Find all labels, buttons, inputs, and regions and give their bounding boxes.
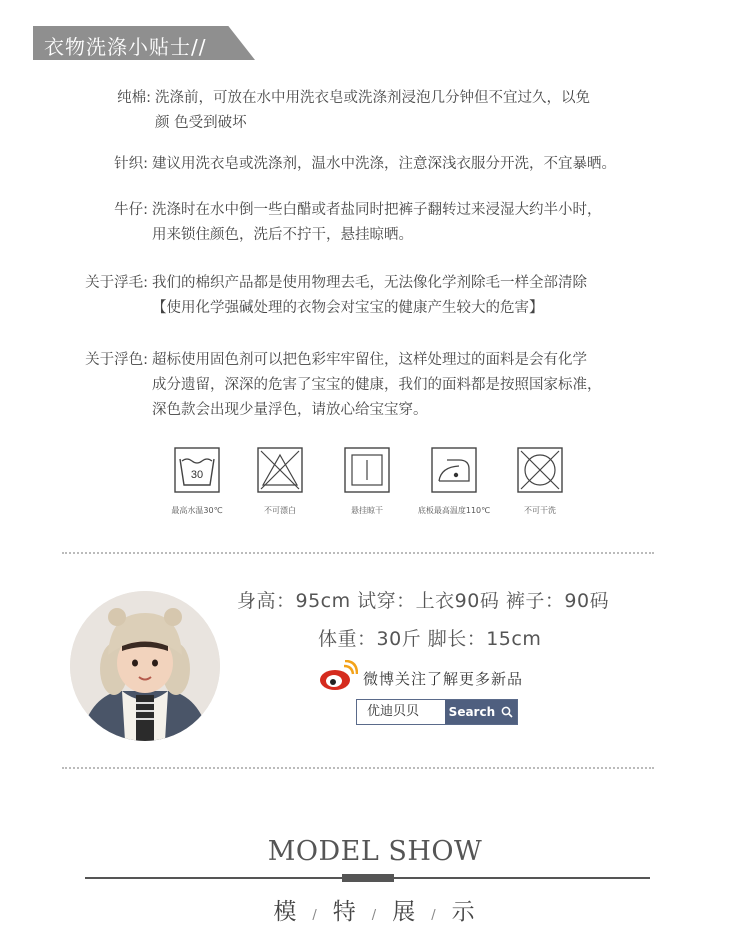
hang-dry-icon	[344, 447, 390, 493]
search-icon	[501, 706, 513, 718]
banner-title: 衣物洗涤小贴士//	[44, 35, 207, 59]
iron-icon	[431, 447, 477, 493]
no-dry-clean-icon	[517, 447, 563, 493]
model-stats-line1: 身高：95cm 试穿：上衣90码 裤子：90码	[237, 590, 610, 612]
tip-denim	[114, 198, 642, 248]
tip-label: 牛仔:	[114, 202, 148, 218]
weibo-icon[interactable]	[318, 660, 358, 692]
section-rule-accent	[342, 874, 394, 882]
tip-line: 洗涤时在水中倒一些白醋或者盐同时把裤子翻转过来浸湿大约半小时，	[152, 202, 602, 218]
search-input[interactable]: 优迪贝贝	[357, 700, 445, 724]
tip-cotton	[117, 86, 635, 136]
care-item	[152, 447, 242, 516]
subtitle-char: 特	[332, 899, 358, 925]
tip-label: 针织:	[114, 156, 148, 172]
model-photo	[70, 591, 220, 741]
search-button-label: Search	[448, 705, 496, 719]
tip-line: 我们的棉织产品都是使用物理去毛，无法像化学剂除毛一样全部清除	[152, 275, 587, 291]
tip-line: 超标使用固色剂可以把色彩牢牢留住，这样处理过的面料是会有化学	[152, 352, 587, 368]
avatar	[70, 591, 220, 741]
tip-line: 成分遗留，深深的危害了宝宝的健康，我们的面料都是按照国家标准，	[152, 377, 602, 393]
store-search	[356, 699, 518, 725]
tip-line: 洗涤前，可放在水中用洗衣皂或洗涤剂浸泡几分钟但不宜过久，以免	[155, 90, 590, 106]
subtitle-char: 展	[392, 899, 418, 925]
tip-lint	[85, 271, 642, 321]
wash-30-icon	[174, 447, 220, 493]
tip-label: 关于浮毛:	[85, 275, 148, 291]
divider	[62, 767, 654, 769]
section-title: MODEL SHOW	[267, 836, 483, 867]
tip-label: 关于浮色:	[85, 352, 148, 368]
section-subtitle: 模 / 特 / 展 / 示	[273, 899, 477, 925]
care-item	[495, 447, 585, 516]
care-caption: 不可干洗	[524, 506, 556, 515]
tip-line: 颜 色受到破坏	[155, 115, 247, 131]
tip-knit	[114, 152, 652, 177]
care-caption: 底板最高温度110℃	[417, 506, 491, 515]
care-item	[235, 447, 325, 516]
model-stats-line2: 体重：30斤 脚长：15cm	[318, 628, 542, 650]
tip-line: 用来锁住颜色，洗后不拧干，悬挂晾晒。	[152, 227, 413, 243]
weibo-follow-text[interactable]: 微博关注了解更多新品	[363, 670, 524, 688]
divider	[62, 552, 654, 554]
tip-dye	[85, 348, 642, 423]
search-button[interactable]	[445, 700, 517, 724]
care-item	[409, 447, 499, 516]
tip-line: 深色款会出现少量浮色，请放心给宝宝穿。	[152, 402, 428, 418]
tip-label: 纯棉:	[117, 90, 151, 106]
tip-line: 建议用洗衣皂或洗涤剂，温水中洗涤，注意深浅衣服分开洗，不宜暴晒。	[152, 156, 616, 172]
wash-temp: 30	[190, 469, 204, 481]
care-caption: 悬挂晾干	[351, 506, 383, 515]
care-caption: 不可漂白	[264, 506, 296, 515]
care-caption: 最高水温30℃	[171, 506, 223, 515]
no-bleach-icon	[257, 447, 303, 493]
tip-line: 【使用化学强碱处理的衣物会对宝宝的健康产生较大的危害】	[152, 300, 544, 316]
subtitle-char: 模	[273, 899, 299, 925]
care-item	[322, 447, 412, 516]
subtitle-char: 示	[451, 899, 477, 925]
